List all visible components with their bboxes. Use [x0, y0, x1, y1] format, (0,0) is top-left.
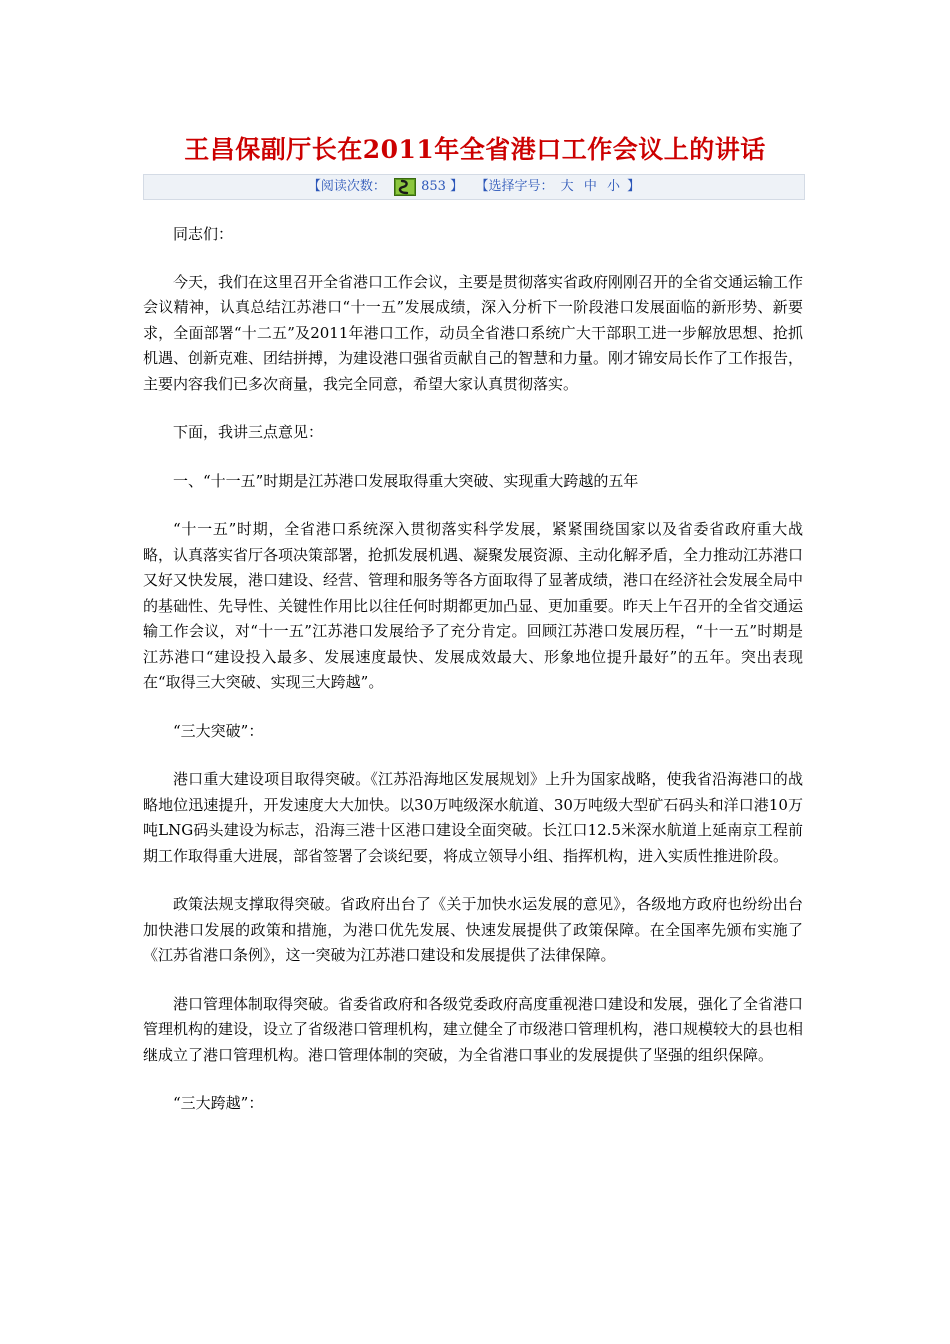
font-size-medium-link[interactable]: 中 — [583, 179, 597, 194]
page-title: 王昌保副厅长在2011年全省港口工作会议上的讲话 — [184, 135, 766, 164]
paragraph: 今天，我们在这里召开全省港口工作会议，主要是贯彻落实省政府刚刚召开的全省交通运输工作会议精神，认真总结江苏港口“十一五”发展成绩，深入分析下一阶段港口发展面临的新形势、新要求，全面部署“十二五”及2011年港口工作，动员全省港口系统广大干部职工进一步解放思想、抢抓机遇、创新克难、团结拼搏，为建设港口强省贡献自己的智慧和力量。刚才锦安局长作了工作报告，主要内容我们已多次商量，我完全同意，希望大家认真贯彻落实。 — [143, 272, 804, 393]
paragraph: 政策法规支撑取得突破。省政府出台了《关于加快水运发展的意见》，各级地方政府也纷纷出台加快港口发展的政策和措施，为港口优先发展、快速发展提供了政策保障。在全国率先颁布实施了《江苏省港口条例》，这一突破为江苏港口建设和发展提供了法律保障。 — [143, 895, 803, 964]
article-body — [143, 222, 803, 1140]
paragraph: “十一五”时期，全省港口系统深入贯彻落实科学发展，紧紧围绕国家以及省委省政府重大战略，认真落实省厅各项决策部署，抢抓发展机遇、凝聚发展资源、主动化解矛盾，全力推动江苏港口又好又快发展，港口建设、经营、管理和服务等各方面取得了显著成绩，港口在经济社会发展全局中的基础性、先导性、关键性作用比以往任何时期都更加凸显、更加重要。昨天上午召开的全省交通运输工作会议，对“十一五”江苏港口发展给予了充分肯定。回顾江苏港口发展历程，“十一五”时期是江苏港口“建设投入最多、发展速度最快、发展成效最大、形象地位提升最好”的五年。突出表现在“取得三大突破、实现三大跨越”。 — [143, 520, 804, 691]
font-size-small-link[interactable]: 小 — [606, 179, 620, 194]
read-count-suffix: 】 — [450, 179, 464, 194]
paragraph: 港口重大建设项目取得突破。《江苏沿海地区发展规划》上升为国家战略，使我省沿海港口的战略地位迅速提升，开发速度大大加快。以30万吨级深水航道、30万吨级大型矿石码头和洋口港10万吨LNG码头建设为标志，沿海三港十区港口建设全面突破。长江口12.5米深水航道上延南京工程前期工作取得重大进展，部省签署了会谈纪要，将成立领导小组、指挥机构，进入实质性推进阶段。 — [143, 770, 803, 865]
article-info-bar — [143, 174, 805, 200]
paragraph: 下面，我讲三点意见： — [173, 423, 324, 441]
counter-icon — [394, 178, 416, 196]
subheading: “三大跨越”： — [173, 1094, 264, 1112]
read-count-label: 【阅读次数： — [307, 179, 386, 194]
paragraph: 同志们： — [173, 225, 234, 243]
font-size-label: 【选择字号： — [475, 179, 554, 194]
subheading: “三大突破”： — [173, 721, 264, 740]
font-size-suffix: 】 — [627, 179, 641, 194]
paragraph: 港口管理体制取得突破。省委省政府和各级党委政府高度重视港口建设和发展，强化了全省港口管理机构的建设，设立了省级港口管理机构，建立健全了市级港口管理机构，港口规模较大的县也相继成立了港口管理机构。港口管理体制的突破，为全省港口事业的发展提供了坚强的组织保障。 — [143, 994, 804, 1064]
font-size-large-link[interactable]: 大 — [560, 179, 574, 194]
read-count-value: 853 — [421, 179, 446, 194]
section-heading: 一、“十一五”时期是江苏港口发展取得重大突破、实现重大跨越的五年 — [173, 471, 639, 490]
